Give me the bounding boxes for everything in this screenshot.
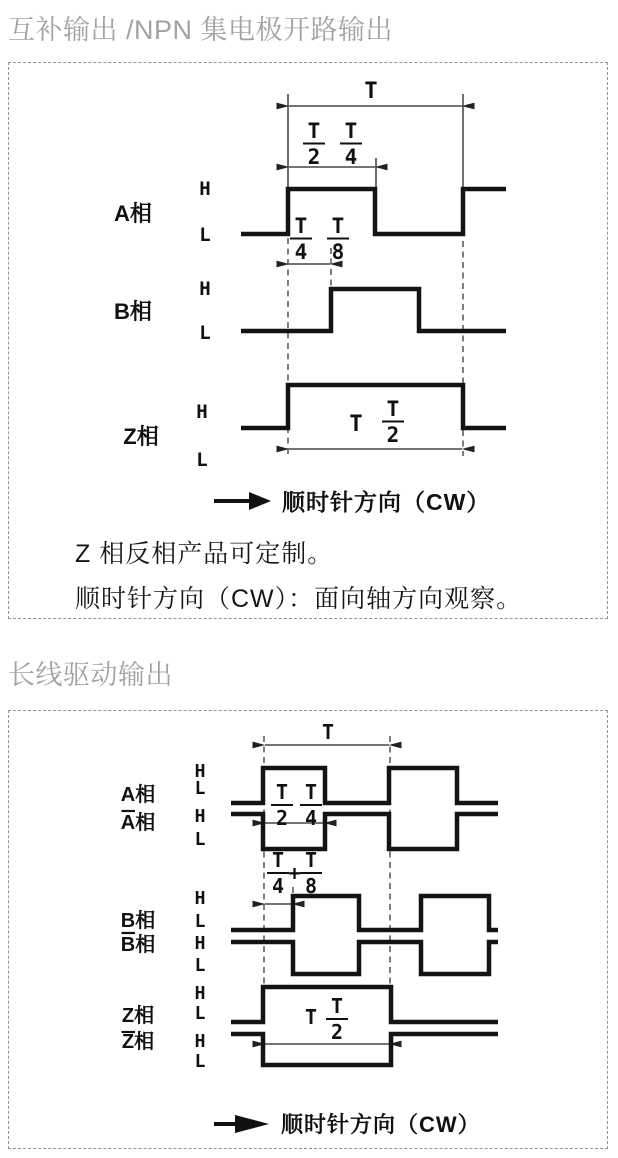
frac-num: T [344, 119, 358, 143]
frac-den: 4 [271, 874, 285, 898]
cw-direction-label: 顺时针方向（CW） [282, 489, 491, 515]
fraction-T-over-2 [303, 119, 325, 169]
frac-num: T [330, 994, 344, 1018]
phase-label-a-bar: A相 [120, 812, 156, 834]
frac-num: T [294, 214, 308, 238]
a-high-label: H [199, 178, 211, 200]
frac-num: T [304, 780, 318, 804]
section2-title: 长线驱动输出 [8, 660, 173, 690]
z-bar-low-label: L [194, 1051, 206, 1072]
complementary-output-panel [8, 62, 608, 619]
dim-T-label: T [364, 79, 378, 104]
waveform-a-bar-phase [231, 814, 498, 849]
b-bar-high-label: H [194, 933, 206, 954]
b-bar-low-label: L [194, 955, 206, 976]
fraction-T-over-8-shift [327, 214, 349, 264]
waveform-b-phase [231, 896, 498, 930]
z-bar-high-label: H [194, 1031, 206, 1052]
fraction-T-over-2-z [382, 397, 404, 447]
cw-direction-arrow [214, 1115, 269, 1133]
frac-den: 4 [344, 145, 358, 169]
z-dim-T-label: T [349, 412, 363, 437]
a-bar-high-label: H [194, 806, 206, 827]
plus-sign: + [288, 861, 301, 885]
frac-den: 4 [294, 240, 308, 264]
a-bar-low-label: L [194, 829, 206, 850]
z-dim-T-label: T [304, 1005, 318, 1029]
frac-den: 4 [304, 806, 318, 830]
z-low-label: L [194, 1003, 206, 1024]
frac-num: T [386, 397, 400, 421]
phase-label-a: A相 [120, 784, 156, 806]
frac-num: T [275, 780, 289, 804]
a-low-label: L [194, 778, 206, 799]
phase-label-z: Z相 [121, 1005, 155, 1027]
frac-den: 2 [307, 145, 321, 169]
dim-T-label: T [321, 720, 335, 744]
section1-title: 互补输出 /NPN 集电极开路输出 [8, 15, 394, 45]
note-z-phase-custom: Z 相反相产品可定制。 [75, 540, 334, 568]
frac-den: 2 [275, 806, 289, 830]
waveform-z-phase [241, 385, 506, 428]
phase-label-z-bar: Z相 [121, 1031, 155, 1053]
cw-direction-label: 顺时针方向（CW） [281, 1112, 481, 1137]
frac-den: 8 [304, 874, 318, 898]
frac-num: T [304, 848, 318, 872]
frac-den: 8 [331, 240, 345, 264]
line-driver-output-panel [8, 710, 608, 1149]
phase-label-b: B相 [120, 910, 156, 932]
waveform-z-bar-phase [231, 1034, 498, 1065]
fraction-T4-plus-T8-shift [267, 848, 322, 898]
timing-diagram-line-driver [9, 711, 609, 1150]
a-low-label: L [199, 224, 211, 246]
fraction-T-over-4 [340, 119, 362, 169]
a-high-label: H [194, 761, 206, 782]
waveform-b-bar-phase [231, 942, 498, 974]
cw-direction-arrow [214, 492, 271, 510]
z-high-label: H [194, 983, 206, 1004]
frac-den: 2 [386, 423, 400, 447]
fraction-T-over-4-shift [290, 214, 312, 264]
phase-label-a: A相 [114, 201, 152, 226]
b-low-label: L [194, 911, 206, 932]
b-low-label: L [199, 322, 211, 344]
b-high-label: H [194, 888, 206, 909]
fraction-T-over-2-z [326, 994, 348, 1044]
waveform-b-phase [241, 289, 506, 331]
frac-num: T [271, 848, 285, 872]
frac-den: 2 [330, 1020, 344, 1044]
note-cw-definition: 顺时针方向（CW）：面向轴方向观察。 [75, 585, 523, 613]
phase-label-z: Z相 [123, 424, 159, 449]
waveform-z-phase [231, 987, 498, 1022]
z-low-label: L [196, 449, 208, 471]
phase-label-b-bar: B相 [120, 934, 156, 956]
phase-shift-guides [288, 238, 463, 456]
waveform-a-phase [231, 768, 498, 803]
waveform-a-phase [241, 189, 506, 234]
phase-label-b: B相 [114, 299, 152, 324]
b-high-label: H [199, 278, 211, 300]
frac-num: T [331, 214, 345, 238]
z-high-label: H [196, 401, 208, 423]
frac-num: T [307, 119, 321, 143]
